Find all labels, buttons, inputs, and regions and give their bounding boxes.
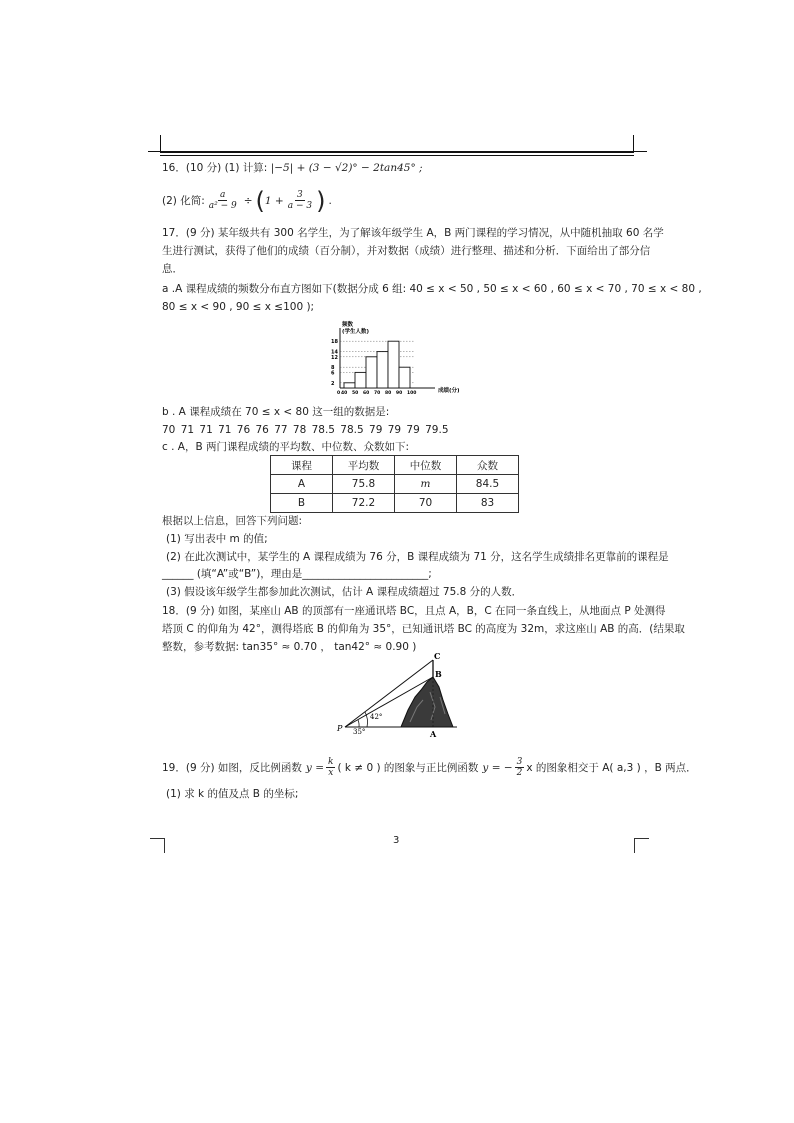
q16-left-paren: ( — [255, 186, 265, 215]
y-axis-label: (学生人数) — [342, 329, 370, 335]
histogram-bar — [366, 357, 377, 388]
stats-table — [270, 455, 519, 513]
q19-f2-lhs: y = − — [482, 761, 513, 774]
q19-f1-fraction — [326, 757, 335, 778]
label-B: B — [435, 669, 442, 679]
label-A: A — [430, 729, 437, 739]
table-cell: 84.5 — [457, 475, 519, 494]
label-C: C — [434, 652, 441, 661]
q16-right-paren: ) — [316, 186, 326, 215]
q19-intro: 19．(9 分) 如图，反比例函数 — [162, 761, 302, 774]
histogram-bar — [344, 383, 355, 388]
header-rule-right-ext — [633, 151, 647, 152]
histogram-bar — [388, 341, 399, 388]
histogram-chart — [330, 320, 470, 400]
q19-f1-lhs: y = — [305, 761, 324, 774]
histogram-bar — [377, 352, 388, 388]
q19-f1-num: k — [328, 757, 334, 767]
y-tick-label: 8 — [331, 365, 335, 372]
x-tick-label: 50 — [352, 391, 359, 396]
q16-expression: |−5| + (3 − √2)° − 2tan45° ; — [270, 162, 423, 174]
mountain-figure — [335, 652, 465, 740]
table-row — [271, 475, 519, 494]
x-tick-label: 60 — [363, 391, 370, 396]
q16-frac2-num: 3 — [297, 190, 303, 200]
q16-number: 16．(10 分) (1) 计算: — [162, 162, 268, 174]
q16-frac1-num: a — [220, 190, 226, 200]
q16-fraction-2 — [286, 190, 314, 211]
q17-line1: 17．(9 分) 某年级共有 300 名学生，为了解该年级学生 A，B 两门课程的学习情况，从中随机抽取 60 名学 — [162, 227, 664, 239]
q19-f2-tail: x 的图象相交于 A( a,3 ) ，B 两点． — [526, 761, 697, 774]
table-cell: 75.8 — [333, 475, 395, 494]
y-tick-label: 2 — [331, 380, 335, 387]
q16-part2-label: (2) 化简: — [162, 194, 205, 207]
table-row — [271, 494, 519, 513]
q17-a-line1: a .A 课程成绩的频数分布直方图如下(数据分成 6 组: 40 ≤ x < 50 , 50 ≤ x < 60 , 60 ≤ x < 70 , 70 ≤ x < 80 , — [162, 283, 702, 295]
q17-sub1: (1) 写出表中 m 的值; — [166, 533, 268, 545]
q16-part2 — [162, 186, 332, 215]
y-axis-label: 频数 — [342, 322, 354, 328]
y-tick-label: 14 — [331, 349, 338, 356]
x-tick-label: 40 — [341, 391, 348, 396]
page-number: 3 — [393, 835, 400, 846]
q17-b-data: 70 71 71 71 76 76 77 78 78.5 78.5 79 79 79 79.5 — [162, 424, 449, 436]
y-tick-label: 18 — [331, 339, 338, 346]
table-cell: B — [271, 494, 333, 513]
y-tick-label: 6 — [331, 370, 335, 377]
q17-sub2-line2: ______ (填“A”或“B”)，理由是________________________; — [162, 568, 432, 580]
q17-a-line2: 80 ≤ x < 90 , 90 ≤ x ≤100 ); — [162, 301, 315, 313]
histogram-bar — [399, 367, 410, 388]
q19-f1-den: x — [328, 768, 334, 778]
x-tick-label: 100 — [407, 391, 417, 396]
q17-line2: 生进行测试，获得了他们的成绩（百分制），并对数据（成绩）进行整理、描述和分析．下面给出了部分信 — [162, 245, 651, 257]
q16-fraction-1 — [207, 190, 239, 211]
q17-c-line: c . A，B 两门课程成绩的平均数、中位数、众数如下: — [162, 441, 410, 453]
q19-sub1: (1) 求 k 的值及点 B 的坐标; — [166, 788, 299, 800]
q16-part1 — [162, 161, 423, 175]
x-tick-label: 0 — [337, 391, 341, 396]
q19-f2-num: 3 — [516, 757, 523, 767]
q16-frac2-den: a − 3 — [287, 201, 313, 211]
table-header: 课程 — [271, 456, 333, 475]
q17-sub2-line1: (2) 在此次测试中，某学生的 A 课程成绩为 76 分，B 课程成绩为 71 分，这名学生成绩排名更靠前的课程是 — [166, 551, 669, 563]
q17-sub3: (3) 假设该年级学生都参加此次测试，估计 A 课程成绩超过 75.8 分的人数． — [166, 586, 523, 598]
table-header: 平均数 — [333, 456, 395, 475]
q19-f2-den: 2 — [516, 768, 523, 778]
q16-frac1-den: a² − 9 — [208, 201, 237, 211]
mountain-shape — [401, 677, 453, 727]
table-header: 中位数 — [395, 456, 457, 475]
q17-prompt: 根据以上信息，回答下列问题: — [162, 515, 303, 527]
label-P: P — [337, 724, 343, 733]
q17-line3: 息． — [162, 263, 183, 275]
q19-line1 — [162, 757, 697, 778]
q18-line3: 整数，参考数据: tan35° ≈ 0.70 ， tan42° ≈ 0.90 ) — [162, 641, 417, 653]
header-rule — [160, 151, 634, 156]
table-cell: 83 — [457, 494, 519, 513]
x-axis-label: 成绩(分) — [438, 388, 460, 394]
angle-arc-35 — [358, 720, 359, 727]
table-cell: 72.2 — [333, 494, 395, 513]
crop-mark-right — [634, 838, 649, 853]
label-angle-35: 35° — [353, 728, 366, 736]
header-rule-left-ext — [148, 151, 162, 152]
q19-f2-fraction — [515, 757, 525, 778]
q19-f1-cond: ( k ≠ 0 ) 的图象与正比例函数 — [337, 761, 479, 774]
table-cell: A — [271, 475, 333, 494]
q17-b-line: b . A 课程成绩在 70 ≤ x < 80 这一组的数据是: — [162, 406, 390, 418]
table-cell: 70 — [395, 494, 457, 513]
q16-end: . — [328, 194, 332, 207]
histogram-bar — [355, 372, 366, 388]
table-header-row — [271, 456, 519, 475]
x-tick-label: 70 — [374, 391, 381, 396]
label-angle-42: 42° — [370, 713, 383, 721]
q18-line1: 18．(9 分) 如图，某座山 AB 的顶部有一座通讯塔 BC，且点 A，B，C 在同一条直线上，从地面点 P 处测得 — [162, 605, 666, 617]
y-tick-label: 12 — [331, 354, 338, 361]
table-header: 众数 — [457, 456, 519, 475]
q18-line2: 塔顶 C 的仰角为 42°，测得塔底 B 的仰角为 35°，已知通讯塔 BC 的高度为 32m，求这座山 AB 的高．(结果取 — [162, 623, 685, 635]
table-cell: m — [395, 475, 457, 494]
q16-inner-whole: 1 + — [264, 194, 284, 207]
q16-divide-sign: ÷ — [243, 194, 253, 207]
crop-mark-left — [150, 838, 165, 853]
x-tick-label: 90 — [396, 391, 403, 396]
x-tick-label: 80 — [385, 391, 392, 396]
